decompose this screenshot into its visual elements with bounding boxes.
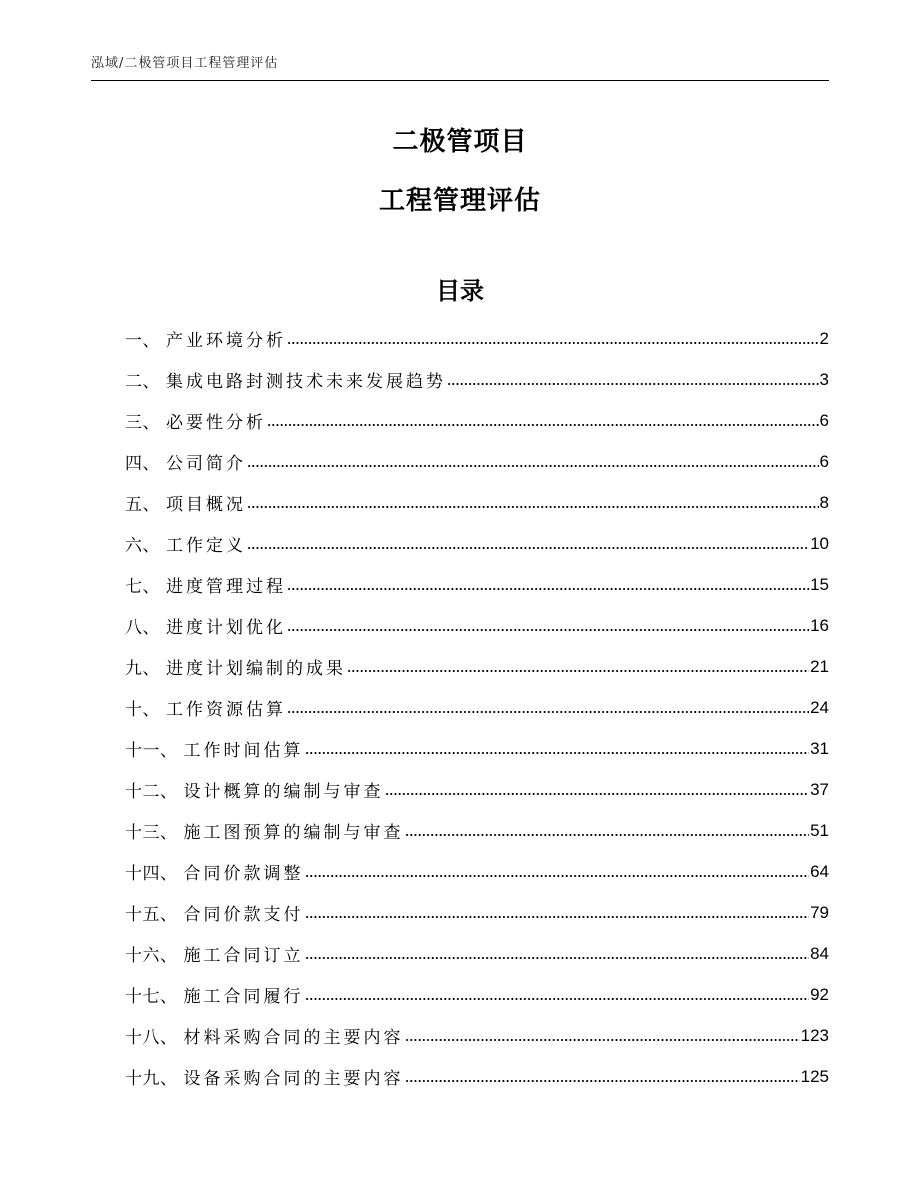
toc-entry-number: 十五、 bbox=[125, 905, 178, 925]
toc-entry-label: 合同价款调整 bbox=[183, 864, 304, 884]
toc-entry[interactable] bbox=[125, 359, 829, 400]
toc-entry-page-number: 16 bbox=[810, 615, 829, 635]
toc-entry-number: 二、 bbox=[125, 372, 160, 392]
toc-entry-page-number: 24 bbox=[810, 697, 829, 717]
toc-entry[interactable] bbox=[125, 482, 829, 523]
toc-entry[interactable] bbox=[125, 769, 829, 810]
toc-entry-label: 进度管理过程 bbox=[166, 577, 286, 597]
toc-entry-label: 设备采购合同的主要内容 bbox=[183, 1069, 404, 1089]
toc-leader-dots bbox=[305, 997, 810, 1001]
toc-entry[interactable] bbox=[125, 810, 829, 851]
toc-entry-label: 工作资源估算 bbox=[166, 700, 286, 720]
toc-entry-label: 必要性分析 bbox=[166, 413, 266, 433]
toc-entry[interactable] bbox=[125, 974, 829, 1015]
toc-leader-dots bbox=[385, 792, 810, 796]
toc-entry-number: 十九、 bbox=[125, 1069, 178, 1089]
toc-entry-label: 项目概况 bbox=[166, 495, 246, 515]
toc-entry-label: 施工合同订立 bbox=[183, 946, 304, 966]
header-divider bbox=[91, 80, 829, 81]
toc-entry-label: 产业环境分析 bbox=[166, 331, 286, 351]
toc-entry[interactable] bbox=[125, 441, 829, 482]
toc-entry-number: 十一、 bbox=[125, 741, 178, 761]
toc-leader-dots bbox=[347, 669, 809, 673]
toc-entry-page-number: 125 bbox=[800, 1066, 829, 1086]
toc-entry[interactable] bbox=[125, 318, 829, 359]
toc-entry[interactable] bbox=[125, 564, 829, 605]
toc-entry-number: 四、 bbox=[125, 454, 160, 474]
toc-entry-label: 工作定义 bbox=[166, 536, 246, 556]
toc-leader-dots bbox=[267, 423, 819, 427]
toc-entry[interactable] bbox=[125, 851, 829, 892]
toc-entry-number: 十、 bbox=[125, 700, 160, 720]
toc-entry[interactable] bbox=[125, 1056, 829, 1097]
toc-entry-page-number: 8 bbox=[819, 492, 829, 512]
toc-entry-page-number: 21 bbox=[810, 656, 829, 676]
toc-leader-dots bbox=[287, 628, 809, 632]
toc-leader-dots bbox=[247, 546, 809, 550]
toc-entry[interactable] bbox=[125, 892, 829, 933]
toc-entry-label: 施工图预算的编制与审查 bbox=[183, 823, 404, 843]
toc-entry[interactable] bbox=[125, 728, 829, 769]
toc-entry-number: 十六、 bbox=[125, 946, 178, 966]
toc-entry-label: 施工合同履行 bbox=[183, 987, 304, 1007]
toc-entry[interactable] bbox=[125, 646, 829, 687]
toc-entry-number: 八、 bbox=[125, 618, 160, 638]
toc-entry-page-number: 3 bbox=[819, 369, 829, 389]
toc-entry-number: 十二、 bbox=[125, 782, 178, 802]
toc-entry-number: 三、 bbox=[125, 413, 160, 433]
toc-leader-dots bbox=[305, 874, 810, 878]
toc-entry-number: 一、 bbox=[125, 331, 160, 351]
toc-leader-dots bbox=[247, 505, 819, 509]
toc-entry-number: 六、 bbox=[125, 536, 160, 556]
toc-entry-page-number: 10 bbox=[810, 533, 829, 553]
toc-entry-number: 十八、 bbox=[125, 1028, 178, 1048]
toc-entry[interactable] bbox=[125, 523, 829, 564]
toc-entry-label: 进度计划优化 bbox=[166, 618, 286, 638]
toc-leader-dots bbox=[405, 1079, 800, 1083]
running-header: 泓域/二极管项目工程管理评估 bbox=[91, 56, 279, 71]
toc-leader-dots bbox=[405, 833, 810, 837]
toc-entry-page-number: 123 bbox=[800, 1025, 829, 1045]
toc-entry-page-number: 64 bbox=[810, 861, 829, 881]
toc-leader-dots bbox=[305, 915, 810, 919]
toc-entry-label: 合同价款支付 bbox=[183, 905, 304, 925]
toc-entry[interactable] bbox=[125, 933, 829, 974]
toc-leader-dots bbox=[405, 1038, 800, 1042]
toc-entry-label: 设计概算的编制与审查 bbox=[183, 782, 384, 802]
toc-entry[interactable] bbox=[125, 605, 829, 646]
toc-entry-page-number: 51 bbox=[810, 820, 829, 840]
toc-entry[interactable] bbox=[125, 687, 829, 728]
toc-entry-number: 七、 bbox=[125, 577, 160, 597]
toc-entry-page-number: 84 bbox=[810, 943, 829, 963]
toc-entry-page-number: 79 bbox=[810, 902, 829, 922]
toc-leader-dots bbox=[447, 382, 819, 386]
toc-entry-page-number: 92 bbox=[810, 984, 829, 1004]
toc-leader-dots bbox=[247, 464, 819, 468]
toc-entry-page-number: 6 bbox=[819, 451, 829, 471]
toc-leader-dots bbox=[287, 710, 809, 714]
toc-entry[interactable] bbox=[125, 1015, 829, 1056]
toc-entry-number: 十四、 bbox=[125, 864, 178, 884]
toc-entry-label: 集成电路封测技术未来发展趋势 bbox=[166, 372, 446, 392]
toc-entry-page-number: 6 bbox=[819, 410, 829, 430]
toc-entry-number: 九、 bbox=[125, 659, 160, 679]
toc-leader-dots bbox=[287, 341, 819, 345]
toc-entry-label: 工作时间估算 bbox=[183, 741, 304, 761]
toc-entry-page-number: 15 bbox=[810, 574, 829, 594]
toc-leader-dots bbox=[305, 751, 810, 755]
toc-entry-page-number: 2 bbox=[819, 328, 829, 348]
document-title-line2: 工程管理评估 bbox=[378, 186, 541, 216]
toc-leader-dots bbox=[287, 587, 809, 591]
toc-entry-page-number: 31 bbox=[810, 738, 829, 758]
table-of-contents bbox=[125, 318, 829, 1097]
toc-entry-number: 五、 bbox=[125, 495, 160, 515]
toc-entry-label: 进度计划编制的成果 bbox=[166, 659, 346, 679]
toc-entry-number: 十七、 bbox=[125, 987, 178, 1007]
toc-entry-page-number: 37 bbox=[810, 779, 829, 799]
document-title-line1: 二极管项目 bbox=[392, 127, 528, 157]
toc-heading: 目录 bbox=[436, 277, 484, 305]
toc-leader-dots bbox=[305, 956, 810, 960]
toc-entry-label: 材料采购合同的主要内容 bbox=[183, 1028, 404, 1048]
toc-entry-number: 十三、 bbox=[125, 823, 178, 843]
toc-entry-label: 公司简介 bbox=[166, 454, 246, 474]
toc-entry[interactable] bbox=[125, 400, 829, 441]
